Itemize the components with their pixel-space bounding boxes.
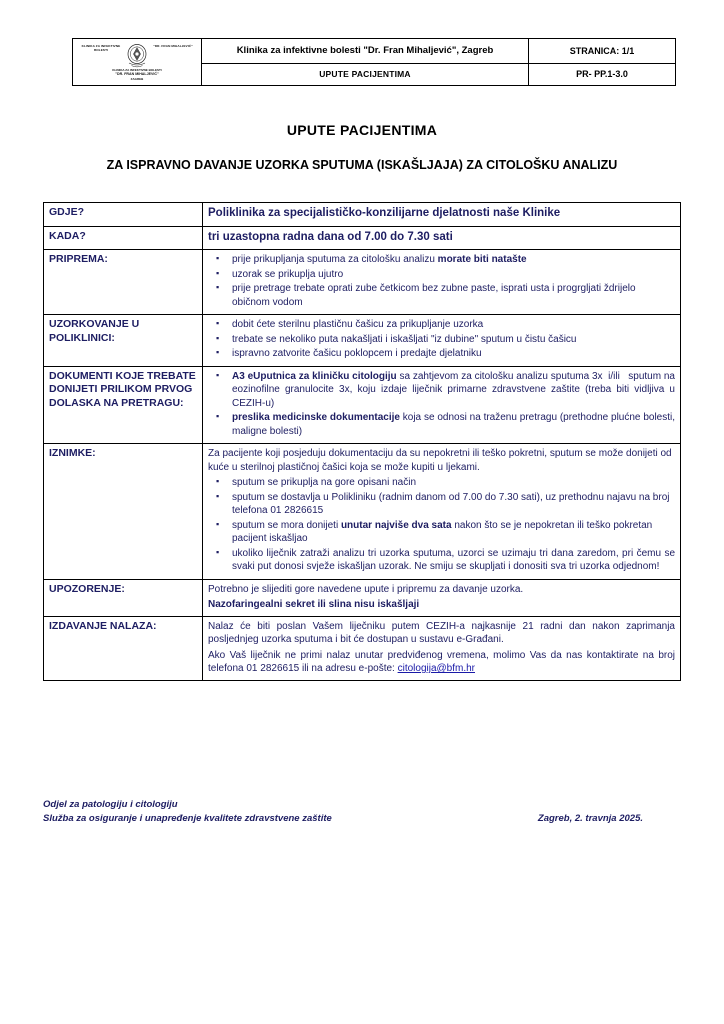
header-doccode-cell [529, 63, 676, 85]
sampling-list [208, 318, 675, 361]
when-value-text: tri uzastopna radna dana od 7.00 do 7.30 sati [208, 230, 453, 243]
row-label-where: GDJE? [44, 203, 203, 227]
list-item: ▪ preslika medicinske dokumentacije koja se odnosi na traženu pretragu (prethodne plućne bolesti, maligne bolesti) [208, 411, 675, 438]
row-value-exceptions [203, 444, 681, 580]
header-row-1 [73, 39, 676, 64]
exceptions-list [208, 476, 675, 574]
row-value-documents [203, 366, 681, 444]
logo-bottom-line-3: ZAGREB [130, 76, 144, 81]
row-value-sampling [203, 315, 681, 367]
footer-line-2: Služba za osiguranje i unapređenje kvalitete zdravstvene zaštite [43, 813, 332, 825]
table-row-when [44, 226, 681, 250]
footer-line-1: Odjel za patologiju i citologiju [43, 799, 178, 810]
document-header [72, 38, 652, 86]
footer-place-date: Zagreb, 2. travnja 2025. [537, 813, 643, 825]
table-row-sampling [44, 315, 681, 367]
logo-bottom-text [78, 68, 196, 81]
row-value-results [203, 616, 681, 680]
header-institution-cell [202, 39, 529, 64]
list-item: ▪ prije prikupljanja sputuma za citološku analizu morate biti natašte [208, 253, 675, 267]
header-doctype-cell [202, 63, 529, 85]
row-label-when: KADA? [44, 226, 203, 250]
header-institution-name: Klinika za infektivne bolesti "Dr. Fran Mihaljević", Zagreb [236, 45, 494, 56]
exceptions-intro: Za pacijente koji posjeduju dokumentaciju da su nepokretni ili teško pokretni, sputum se može donijeti od kuće u sterilnoj plastičnoj čašici koja se može kupiti u ljekami. [208, 448, 672, 473]
row-label-warning: UPOZORENJE: [44, 579, 203, 616]
table-row-where [44, 203, 681, 227]
list-item: ▪ prije pretrage trebate oprati zube četkicom bez zubne paste, isprati usta i progrgljati ždrijelo običnom vodom [208, 282, 675, 309]
footer-row-2 [43, 812, 681, 826]
table-row-documents [44, 366, 681, 444]
page-subtitle: ZA ISPRAVNO DAVANJE UZORKA SPUTUMA (ISKAŠLJAJA) ZA CITOLOŠKU ANALIZU [106, 158, 618, 172]
results-paragraph-2 [208, 649, 675, 676]
list-item: ▪ A3 eUputnica za kliničku citologiju sa zahtjevom za citološku analizu sputuma 3x i/ili sputum na eozinofilne granulocite 3x, koju izdaje liječnik primarne zdravstvene zaštite (treba biti vidljiva u CEZIH-u) [208, 370, 675, 411]
logo-text-right: "DR. FRAN MIHALJEVIĆ" [153, 44, 193, 48]
header-document-code: PR- PP.1-3.0 [576, 69, 628, 80]
list-item: ▪ ukoliko liječnik zatraži analizu tri uzorka sputuma, uzorci se uzimaju tri dana zaredom, pri čemu se svaki put donosi svježe iskašljan uzorak. Ne smiju se skupljati i donositi sva tri uzorka odjednom! [208, 547, 675, 574]
warning-line-2: Nazofaringealni sekret ili slina nisu iskašljaji [208, 599, 420, 611]
list-item: ▪ sputum se mora donijeti unutar najviše dva sata nakon što se je nepokretan ili teško pokretan pacijent iskašljao [208, 519, 675, 546]
results-paragraph-1: Nalaz će biti poslan Vašem liječniku putem CEZIH-a najkasnije 21 radni dan nakon zaprimanja posljednjeg uzorka sputuma i bit će dostupan u sustavu e-Građani. [208, 620, 675, 646]
warning-line-1: Potrebno je slijediti gore navedene upute i pripremu za davanje uzorka. [208, 583, 524, 595]
list-item: ▪ sputum se prikuplja na gore opisani način [208, 476, 675, 490]
row-value-when [203, 226, 681, 250]
list-item: ▪ ispravno zatvorite čašicu poklopcem i predajte djelatniku [208, 347, 675, 361]
page-title: UPUTE PACIJENTIMA [286, 122, 438, 138]
row-value-where [203, 203, 681, 227]
list-item: ▪ trebate se nekoliko puta nakašljati i iskašljati "iz dubine" sputum u čistu čašicu [208, 333, 675, 347]
row-value-preparation [203, 250, 681, 315]
table-row-preparation [44, 250, 681, 315]
list-item: ▪ sputum se dostavlja u Polikliniku (radnim danom od 7.00 do 7.30 sati), uz prethodnu najavu na broj telefona 01 2826615 [208, 491, 675, 518]
email-link[interactable]: citologija@bfm.hr [397, 663, 475, 675]
row-label-sampling: UZORKOVANJE U POLIKLINICI: [44, 315, 203, 367]
list-item: ▪ uzorak se prikuplja ujutro [208, 268, 675, 282]
table-row-warning [44, 579, 681, 616]
header-page-cell [529, 39, 676, 64]
row-label-preparation: PRIPREMA: [44, 250, 203, 315]
instructions-table-wrap [43, 202, 681, 681]
logo-bottom-line-1: KLINIKA ZA INFEKTIVNE BOLESTI [112, 68, 162, 73]
list-item: ▪ dobit ćete sterilnu plastičnu čašicu za prikupljanje uzorka [208, 318, 675, 332]
results-paragraph-2-text: Ako Vaš liječnik ne primi nalaz unutar predviđenog vremena, molimo Vas da nas kontaktirate na broj telefona 01 2826615 ili na adresu e-pošte: [208, 649, 675, 675]
row-label-documents: DOKUMENTI KOJE TREBATE DONIJETI PRILIKOM PRVOG DOLASKA NA PRETRAGU: [44, 366, 203, 444]
header-logo-cell [73, 39, 202, 86]
table-row-results [44, 616, 681, 680]
header-table [72, 38, 676, 86]
institution-crest-icon [125, 43, 149, 69]
row-value-warning [203, 579, 681, 616]
row-label-results: IZDAVANJE NALAZA: [44, 616, 203, 680]
instructions-table [43, 202, 681, 681]
row-label-exceptions: IZNIMKE: [44, 444, 203, 580]
document-footer [43, 798, 681, 827]
where-value-text: Poliklinika za specijalističko-konzilijarne djelatnosti naše Klinike [208, 207, 561, 219]
preparation-list [208, 253, 675, 309]
header-page-label: STRANICA: 1/1 [569, 45, 635, 56]
header-document-type: UPUTE PACIJENTIMA [319, 69, 411, 80]
logo-bottom-line-2: "DR. FRAN MIHALJEVIĆ" [115, 72, 159, 77]
institution-logo [78, 42, 196, 82]
table-row-exceptions [44, 444, 681, 580]
documents-list [208, 370, 675, 439]
logo-text-left: KLINIKA ZA INFEKTIVNE BOLESTI [81, 44, 121, 52]
